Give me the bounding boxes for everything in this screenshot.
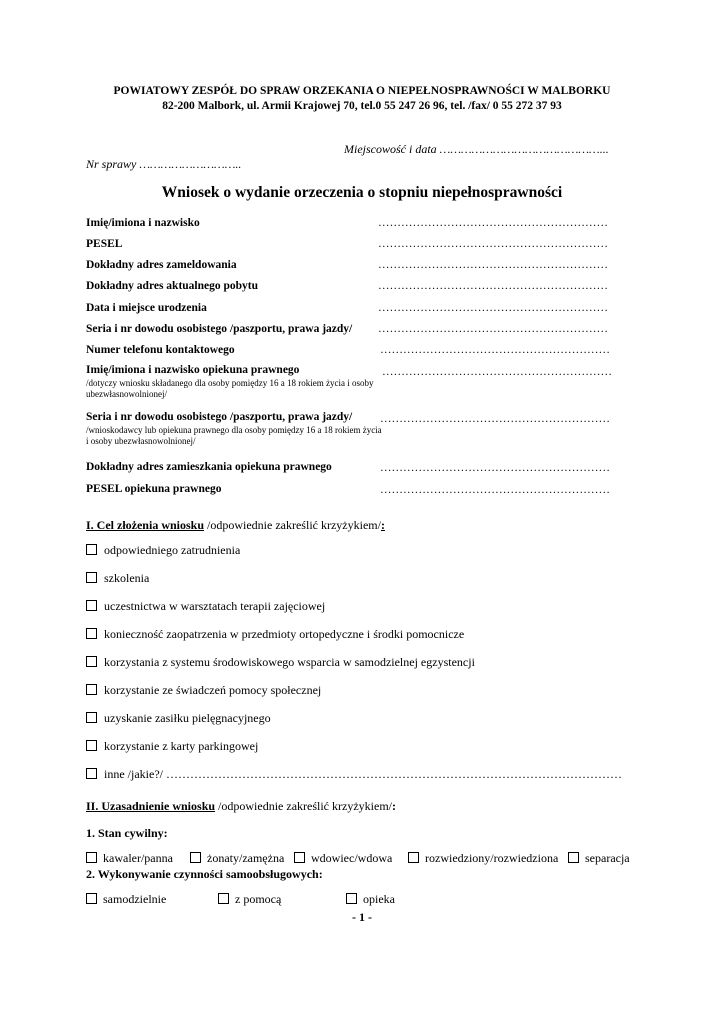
field-dots-current-address: ……………………………………………………: [378, 280, 608, 292]
field-label-current-address: Dokładny adres aktualnego pobytu: [86, 280, 259, 292]
field-label-name: Imię/imiona i nazwisko: [86, 217, 200, 229]
checkbox-icon[interactable]: [86, 740, 97, 751]
checkbox-icon[interactable]: [86, 684, 97, 695]
option-label: korzystania z systemu środowiskowego wsparcia w samodzielnej egzystencji: [104, 655, 475, 669]
field-dots-id-document: ……………………………………………………: [378, 323, 608, 335]
option-label: korzystanie z karty parkingowej: [104, 739, 259, 753]
option-label: uczestnictwa w warsztatach terapii zajęciowej: [104, 599, 326, 613]
self-care-option-care[interactable]: [346, 892, 395, 907]
marital-status-heading: 1. Stan cywilny:: [86, 826, 168, 840]
field-dots-pesel: ……………………………………………………: [378, 238, 608, 250]
checkbox-icon[interactable]: [86, 852, 97, 863]
field-label-id-document: Seria i nr dowodu osobistego /paszportu, prawa jazdy/: [86, 323, 353, 335]
option-label: wdowiec/wdowa: [311, 851, 393, 865]
option-label: rozwiedziony/rozwiedziona: [425, 851, 559, 865]
field-dots-name: ……………………………………………………: [378, 217, 608, 229]
checkbox-icon[interactable]: [190, 852, 201, 863]
field-dots-guardian-address: ……………………………………………………: [380, 462, 610, 474]
self-care-heading: 2. Wykonywanie czynności samoobsługowych:: [86, 867, 323, 881]
field-label-guardian-pesel: PESEL opiekuna prawnego: [86, 483, 222, 495]
checkbox-icon[interactable]: [86, 768, 97, 779]
place-date-field: Miejscowość i data ………………………………………...: [344, 142, 609, 156]
field-note-guardian-name: /dotyczy wniosku składanego dla osoby pomiędzy 16 a 18 rokiem życia i osoby ubezwłasnowolnionej/: [86, 378, 374, 399]
field-label-phone: Numer telefonu kontaktowego: [86, 344, 235, 356]
checkbox-icon[interactable]: [408, 852, 419, 863]
field-note-guardian-id: /wnioskodawcy lub opiekuna prawnego dla osoby pomiędzy 16 a 18 rokiem życia i osoby ubezwłasnowolnionej/: [86, 425, 382, 446]
field-label-birth: Data i miejsce urodzenia: [86, 302, 207, 314]
purpose-option-support-system[interactable]: [86, 655, 475, 670]
section-2-title: II. Uzasadnienie wniosku: [86, 799, 216, 813]
field-label-pesel: PESEL: [86, 238, 123, 250]
section-1-hint-end: :: [380, 518, 385, 532]
purpose-option-care-allowance[interactable]: [86, 711, 271, 726]
section-1-title: I. Cel złożenia wniosku: [86, 518, 205, 532]
purpose-option-training[interactable]: [86, 571, 149, 586]
marital-option-divorced[interactable]: [408, 851, 558, 866]
purpose-option-workshops[interactable]: [86, 599, 325, 614]
checkbox-icon[interactable]: [86, 600, 97, 611]
option-label: samodzielnie: [103, 892, 167, 906]
checkbox-icon[interactable]: [568, 852, 579, 863]
checkbox-icon[interactable]: [86, 893, 97, 904]
checkbox-icon[interactable]: [86, 628, 97, 639]
field-dots-registered-address: ……………………………………………………: [378, 259, 608, 271]
field-dots-phone: ……………………………………………………: [380, 344, 610, 356]
purpose-option-orthopedic[interactable]: [86, 627, 464, 642]
checkbox-icon[interactable]: [346, 893, 357, 904]
marital-option-separation[interactable]: [568, 851, 630, 866]
office-address: 82-200 Malbork, ul. Armii Krajowej 70, tel.0 55 247 26 96, tel. /fax/ 0 55 272 37 93: [162, 100, 562, 112]
field-dots-guardian-name: ……………………………………………………: [382, 366, 612, 378]
option-label: opieka: [363, 892, 395, 906]
option-label: szkolenia: [104, 571, 150, 585]
option-label: inne /jakie?/ ……………………………………………………………………………………………………: [104, 767, 622, 781]
field-label-registered-address: Dokładny adres zameldowania: [86, 259, 237, 271]
document-title: Wniosek o wydanie orzeczenia o stopniu niepełnosprawności: [161, 184, 563, 201]
option-label: konieczność zaopatrzenia w przedmioty ortopedyczne i środki pomocnicze: [104, 627, 465, 641]
checkbox-icon[interactable]: [86, 572, 97, 583]
checkbox-icon[interactable]: [86, 656, 97, 667]
marital-option-single[interactable]: [86, 851, 173, 866]
purpose-option-parking-card[interactable]: [86, 739, 258, 754]
option-label: z pomocą: [235, 892, 282, 906]
self-care-option-assisted[interactable]: [218, 892, 281, 907]
page-number: - 1 -: [352, 910, 372, 924]
field-label-guardian-id: Seria i nr dowodu osobistego /paszportu, prawa jazdy/: [86, 411, 353, 423]
option-label: separacja: [585, 851, 630, 865]
option-label: odpowiedniego zatrudnienia: [104, 543, 241, 557]
case-number-field: Nr sprawy ………………………..: [86, 157, 242, 171]
option-label: żonaty/zamężna: [207, 851, 285, 865]
marital-option-widowed[interactable]: [294, 851, 392, 866]
checkbox-icon[interactable]: [218, 893, 229, 904]
section-2-heading: [86, 799, 396, 814]
marital-option-married[interactable]: [190, 851, 284, 866]
section-2-hint: /odpowiednie zakreślić krzyżykiem/: [215, 799, 392, 813]
checkbox-icon[interactable]: [294, 852, 305, 863]
option-label: kawaler/panna: [103, 851, 173, 865]
field-label-guardian-name: Imię/imiona i nazwisko opiekuna prawnego: [86, 364, 300, 376]
purpose-option-other[interactable]: [86, 767, 622, 782]
self-care-option-independent[interactable]: [86, 892, 166, 907]
checkbox-icon[interactable]: [86, 712, 97, 723]
field-dots-birth: ……………………………………………………: [378, 302, 608, 314]
field-label-guardian-address: Dokładny adres zamieszkania opiekuna prawnego: [86, 461, 332, 473]
option-label: uzyskanie zasiłku pielęgnacyjnego: [104, 711, 271, 725]
purpose-option-employment[interactable]: [86, 543, 240, 558]
section-1-hint: /odpowiednie zakreślić krzyżykiem/: [204, 518, 381, 532]
option-label: korzystanie ze świadczeń pomocy społecznej: [104, 683, 322, 697]
section-2-hint-end: :: [391, 799, 396, 813]
field-dots-guardian-id: ……………………………………………………: [380, 413, 610, 425]
office-name: POWIATOWY ZESPÓŁ DO SPRAW ORZEKANIA O NIEPEŁNOSPRAWNOŚCI W MALBORKU: [113, 85, 611, 97]
checkbox-icon[interactable]: [86, 544, 97, 555]
field-dots-guardian-pesel: ……………………………………………………: [380, 484, 610, 496]
purpose-option-social-assistance[interactable]: [86, 683, 321, 698]
section-1-heading: [86, 518, 385, 533]
